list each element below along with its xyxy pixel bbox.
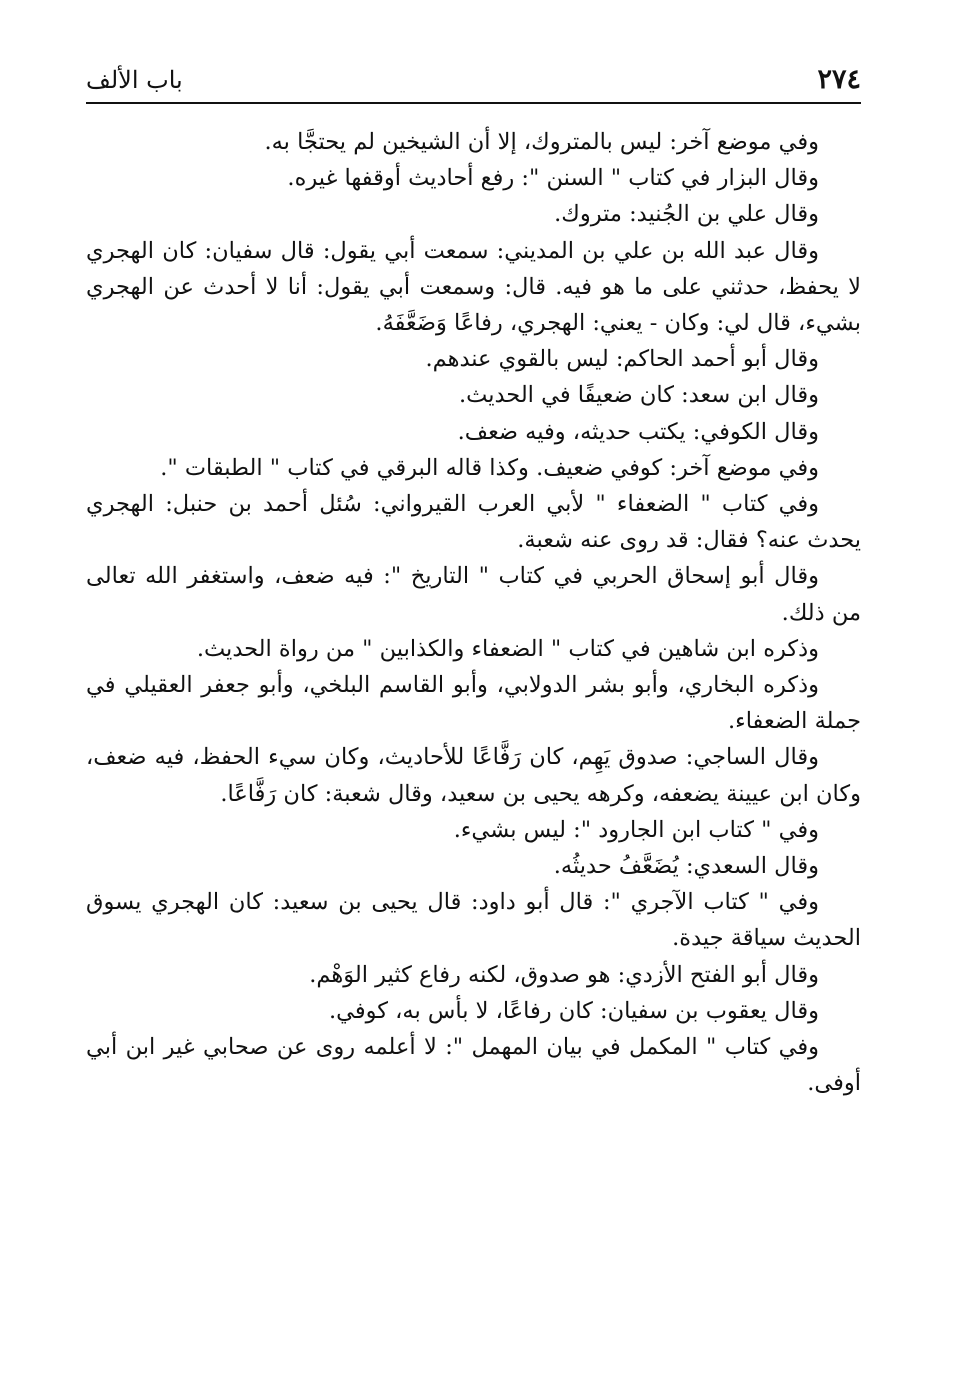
paragraph: وقال يعقوب بن سفيان: كان رفاعًا، لا بأس به، كوفي. [329, 997, 819, 1024]
paragraph: وقال البزار في كتاب " السنن ": رفع أحاديث أوقفها غيره. [287, 165, 819, 192]
paragraph: وذكره ابن شاهين في كتاب " الضعفاء والكذابين " من رواة الحديث. [196, 635, 819, 662]
paragraph: وقال السعدي: يُضَعَّفُ حديثُه. [553, 853, 819, 880]
paragraph: وقال أبو الفتح الأزدي: هو صدوق، لكنه رفاع كثير الوَهْم. [309, 961, 819, 988]
paragraph: وفي " كتاب الآجري ": قال أبو داود: قال يحيى بن سعيد: كان الهجري يسوق الحديث سياقة جيدة. [86, 889, 861, 952]
paragraph: وفي موضع آخر: ليس بالمتروك، إلا أن الشيخين لم يحتجَّا به. [264, 129, 819, 155]
paragraph: وفي كتاب " المكمل في بيان المهمل ": لا أعلمه روى عن صحابي غير ابن أبي أوفى. [86, 1034, 861, 1097]
paragraph: وقال علي بن الجُنيد: متروك. [554, 201, 819, 228]
paragraph: وقال أبو أحمد الحاكم: ليس بالقوي عندهم. [425, 346, 819, 373]
paragraph: وقال أبو إسحاق الحربي في كتاب " التاريخ ": فيه ضعف، واستغفر الله تعالى من ذلك. [86, 563, 861, 626]
chapter-title: باب الألف [86, 66, 183, 94]
page-number: ٢٧٤ [817, 64, 861, 95]
running-header [86, 62, 861, 104]
text-body [86, 124, 861, 1101]
paragraph: وذكره البخاري، وأبو بشر الدولابي، وأبو القاسم البلخي، وأبو جعفر العقيلي في جملة الضعفاء. [86, 672, 861, 735]
paragraph: وفي كتاب " الضعفاء " لأبي العرب القيرواني: سُئل أحمد بن حنبل: الهجري يحدث عنه؟ فقال: قد روى عنه شعبة. [86, 491, 861, 554]
paragraph: وفي " كتاب ابن الجارود ": ليس بشيء. [453, 816, 819, 843]
paragraph: وقال عبد الله بن علي بن المديني: سمعت أبي يقول: قال سفيان: كان الهجري لا يحفظ، حدثني على ما هو فيه. قال: وسمعت أبي يقول: أنا لا أحدث عن الهجري بشيء، قال لي: وكان - يعني: الهجري، رفاعًا وَضَعَّفَهُ. [86, 237, 861, 337]
paragraph: وقال ابن سعد: كان ضعيفًا في الحديث. [458, 382, 819, 409]
paragraph: وفي موضع آخر: كوفي ضعيف. وكذا قاله البرقي في كتاب " الطبقات ". [160, 454, 819, 481]
paragraph: وقال الكوفي: يكتب حديثه، وفيه ضعف. [457, 418, 819, 445]
paragraph: وقال الساجي: صدوق يَهِم، كان رَفَّاعًا للأحاديث، وكان سيء الحفظ، فيه ضعف، وكان ابن عيينة يضعفه، وكرهه يحيى بن سعيد، وقال شعبة: كان رَفَّاعًا. [86, 744, 861, 807]
